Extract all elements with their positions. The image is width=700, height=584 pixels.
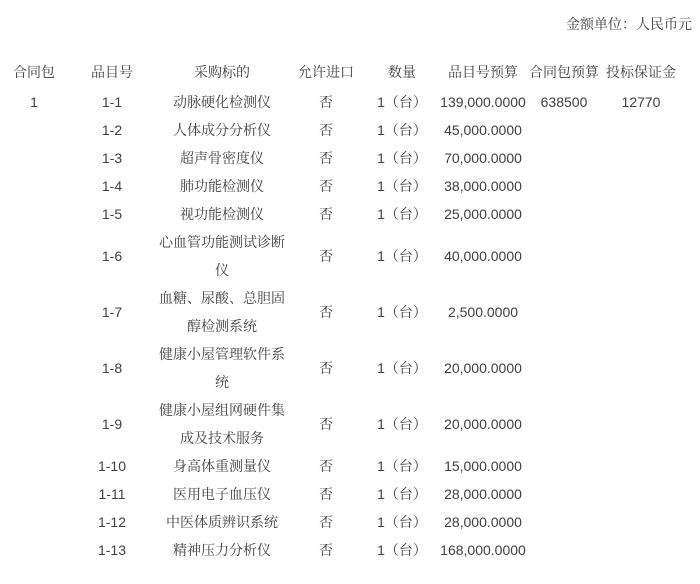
cell-package-budget <box>526 452 602 480</box>
cell-bid-bond <box>602 452 680 480</box>
cell-bid-bond <box>602 172 680 200</box>
cell-import-allowed: 否 <box>319 94 333 110</box>
cell-package-budget <box>526 228 602 284</box>
cell-quantity: 1（台） <box>377 178 427 194</box>
cell-quantity: 1（台） <box>377 206 427 222</box>
cell-quantity: 1（台） <box>377 150 427 166</box>
table-body <box>0 88 680 564</box>
cell-package <box>0 536 68 564</box>
cell-subject: 健康小屋组网硬件集成及技术服务 <box>159 402 285 446</box>
cell-package <box>0 228 68 284</box>
cell-quantity: 1（台） <box>377 122 427 138</box>
cell-import-allowed: 否 <box>319 122 333 138</box>
cell-quantity: 1（台） <box>377 542 427 558</box>
cell-bid-bond <box>602 116 680 144</box>
cell-item-budget: 20,000.0000 <box>444 416 522 432</box>
cell-bid-bond: 12770 <box>621 94 661 110</box>
cell-item-budget: 15,000.0000 <box>444 458 522 474</box>
cell-package-budget <box>526 396 602 452</box>
cell-import-allowed: 否 <box>319 248 333 264</box>
cell-item-no: 1-9 <box>101 416 123 432</box>
amount-unit-label: 金额单位：人民币元 <box>566 16 692 32</box>
table-header-row <box>0 56 680 88</box>
column-header: 合同包 <box>13 64 55 80</box>
cell-package-budget <box>526 508 602 536</box>
cell-item-no: 1-6 <box>101 248 123 264</box>
cell-package-budget <box>526 536 602 564</box>
cell-package: 1 <box>30 94 38 110</box>
cell-item-budget: 45,000.0000 <box>444 122 522 138</box>
cell-subject: 健康小屋管理软件系统 <box>159 346 285 390</box>
cell-item-no: 1-8 <box>101 360 123 376</box>
cell-package-budget <box>526 340 602 396</box>
cell-package <box>0 480 68 508</box>
column-header: 品目号 <box>91 64 133 80</box>
cell-package-budget <box>526 116 602 144</box>
column-header: 品目号预算 <box>448 64 518 80</box>
table-row <box>0 116 680 144</box>
cell-item-no: 1-2 <box>101 122 123 138</box>
cell-quantity: 1（台） <box>377 248 427 264</box>
column-header: 允许进口 <box>298 64 354 80</box>
cell-package <box>0 200 68 228</box>
cell-package-budget <box>526 172 602 200</box>
cell-import-allowed: 否 <box>319 416 333 432</box>
cell-bid-bond <box>602 340 680 396</box>
cell-subject: 人体成分分析仪 <box>173 122 271 138</box>
cell-subject: 超声骨密度仪 <box>180 150 264 166</box>
cell-item-budget: 70,000.0000 <box>444 150 522 166</box>
cell-bid-bond <box>602 200 680 228</box>
cell-package <box>0 144 68 172</box>
cell-quantity: 1（台） <box>377 304 427 320</box>
table-row <box>0 200 680 228</box>
cell-import-allowed: 否 <box>319 206 333 222</box>
cell-package <box>0 396 68 452</box>
cell-package-budget <box>526 480 602 508</box>
table-row <box>0 228 680 284</box>
cell-item-budget: 20,000.0000 <box>444 360 522 376</box>
cell-package <box>0 116 68 144</box>
table-row <box>0 284 680 340</box>
cell-package-budget <box>526 144 602 172</box>
cell-item-no: 1-10 <box>97 458 127 474</box>
cell-item-budget: 28,000.0000 <box>444 514 522 530</box>
cell-item-no: 1-1 <box>101 94 123 110</box>
cell-item-no: 1-13 <box>97 542 127 558</box>
cell-subject: 心血管功能测试诊断仪 <box>159 234 285 278</box>
cell-item-no: 1-5 <box>101 206 123 222</box>
table-row <box>0 144 680 172</box>
table-row <box>0 508 680 536</box>
cell-item-budget: 139,000.0000 <box>440 94 526 110</box>
table-row <box>0 172 680 200</box>
table-row <box>0 452 680 480</box>
cell-import-allowed: 否 <box>319 486 333 502</box>
cell-package-budget <box>526 200 602 228</box>
column-header: 合同包预算 <box>529 64 599 80</box>
cell-quantity: 1（台） <box>377 486 427 502</box>
cell-item-no: 1-4 <box>101 178 123 194</box>
cell-quantity: 1（台） <box>377 458 427 474</box>
cell-bid-bond <box>602 144 680 172</box>
table-row <box>0 480 680 508</box>
cell-package <box>0 452 68 480</box>
cell-quantity: 1（台） <box>377 360 427 376</box>
cell-item-no: 1-12 <box>97 514 127 530</box>
cell-subject: 医用电子血压仪 <box>173 486 271 502</box>
table-row <box>0 536 680 564</box>
cell-package-budget: 638500 <box>540 94 588 110</box>
cell-bid-bond <box>602 536 680 564</box>
cell-item-budget: 2,500.0000 <box>447 304 519 320</box>
cell-quantity: 1（台） <box>377 94 427 110</box>
cell-subject: 动脉硬化检测仪 <box>173 94 271 110</box>
cell-item-budget: 28,000.0000 <box>444 486 522 502</box>
cell-bid-bond <box>602 284 680 340</box>
cell-import-allowed: 否 <box>319 514 333 530</box>
table-row <box>0 340 680 396</box>
cell-bid-bond <box>602 228 680 284</box>
cell-subject: 血糖、尿酸、总胆固醇检测系统 <box>159 290 285 334</box>
cell-quantity: 1（台） <box>377 416 427 432</box>
column-header: 投标保证金 <box>606 64 676 80</box>
table-row <box>0 396 680 452</box>
cell-import-allowed: 否 <box>319 150 333 166</box>
cell-bid-bond <box>602 396 680 452</box>
cell-import-allowed: 否 <box>319 178 333 194</box>
cell-subject: 中医体质辨识系统 <box>166 514 278 530</box>
cell-subject: 精神压力分析仪 <box>173 542 271 558</box>
cell-import-allowed: 否 <box>319 360 333 376</box>
cell-subject: 肺功能检测仪 <box>180 178 264 194</box>
cell-import-allowed: 否 <box>319 542 333 558</box>
cell-package <box>0 284 68 340</box>
cell-import-allowed: 否 <box>319 304 333 320</box>
cell-item-budget: 40,000.0000 <box>444 248 522 264</box>
cell-package-budget <box>526 284 602 340</box>
cell-package <box>0 508 68 536</box>
cell-bid-bond <box>602 508 680 536</box>
cell-item-budget: 38,000.0000 <box>444 178 522 194</box>
cell-item-budget: 25,000.0000 <box>444 206 522 222</box>
column-header: 数量 <box>388 64 416 80</box>
table-row <box>0 88 680 116</box>
cell-import-allowed: 否 <box>319 458 333 474</box>
cell-package <box>0 340 68 396</box>
cell-item-no: 1-11 <box>98 486 126 502</box>
cell-item-no: 1-3 <box>101 150 123 166</box>
cell-subject: 视功能检测仪 <box>180 206 264 222</box>
cell-quantity: 1（台） <box>377 514 427 530</box>
cell-bid-bond <box>602 480 680 508</box>
cell-subject: 身高体重测量仪 <box>173 458 271 474</box>
cell-package <box>0 172 68 200</box>
column-header: 采购标的 <box>194 64 250 80</box>
procurement-items-table <box>0 56 680 564</box>
cell-item-budget: 168,000.0000 <box>440 542 526 558</box>
cell-item-no: 1-7 <box>101 304 123 320</box>
